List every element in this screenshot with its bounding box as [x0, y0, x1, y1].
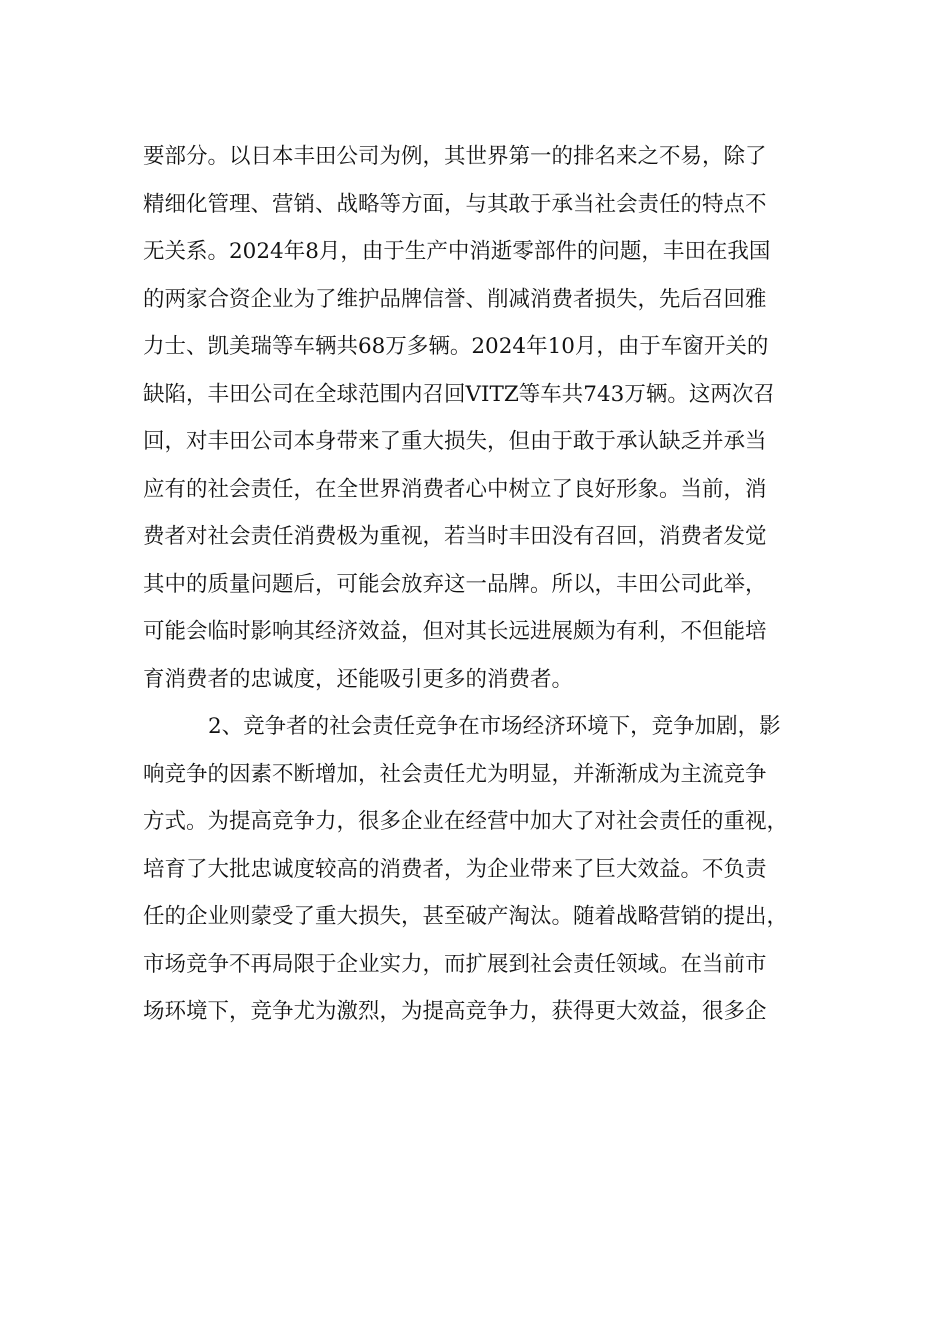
text-line: 应有的社会责任，在全世界消费者心中树立了良好形象。当前，消 — [143, 476, 767, 502]
text-line: 精细化管理、营销、战略等方面，与其敢于承当社会责任的特点不 — [143, 191, 767, 217]
text-line: 力士、凯美瑞等车辆共68万多辆。2024年10月，由于车窗开关的 — [143, 334, 769, 359]
text-line: 的两家合资企业为了维护品牌信誉、削减消费者损失，先后召回雅 — [143, 286, 767, 312]
text-line: 市场竞争不再局限于企业实力，而扩展到社会责任领域。在当前市 — [143, 951, 767, 977]
text-line: 可能会临时影响其经济效益，但对其长远进展颇为有利，不但能培 — [143, 619, 767, 644]
text-line: 要部分。以日本丰田公司为例，其世界第一的排名来之不易，除了 — [143, 144, 767, 169]
body-text — [143, 133, 823, 1036]
text-line: 其中的质量问题后，可能会放弃这一品牌。所以，丰田公司此举， — [143, 571, 767, 597]
text-line: 回，对丰田公司本身带来了重大损失，但由于敢于承认缺乏并承当 — [143, 429, 767, 454]
text-line: 方式。为提高竞争力，很多企业在经营中加大了对社会责任的重视， — [143, 809, 789, 834]
text-line: 场环境下，竞争尤为激烈，为提高竞争力，获得更大效益，很多企 — [143, 999, 767, 1024]
text-line: 任的企业则蒙受了重大损失，甚至破产淘汰。随着战略营销的提出， — [143, 904, 789, 929]
text-line: 无关系。2024年8月，由于生产中消逝零部件的问题，丰田在我国 — [143, 239, 771, 264]
text-line: 培育了大批忠诚度较高的消费者，为企业带来了巨大效益。不负责 — [143, 856, 767, 882]
text-line: 响竞争的因素不断增加，社会责任尤为明显，并渐渐成为主流竞争 — [143, 761, 767, 787]
text-line: 缺陷，丰田公司在全球范围内召回VITZ等车共743万辆。这两次召 — [143, 381, 775, 407]
paragraph-start-line: 2、竞争者的社会责任竞争在市场经济环境下，竞争加剧，影 — [208, 714, 781, 739]
text-line: 育消费者的忠诚度，还能吸引更多的消费者。 — [143, 666, 574, 692]
text-line: 费者对社会责任消费极为重视，若当时丰田没有召回，消费者发觉 — [143, 524, 767, 549]
